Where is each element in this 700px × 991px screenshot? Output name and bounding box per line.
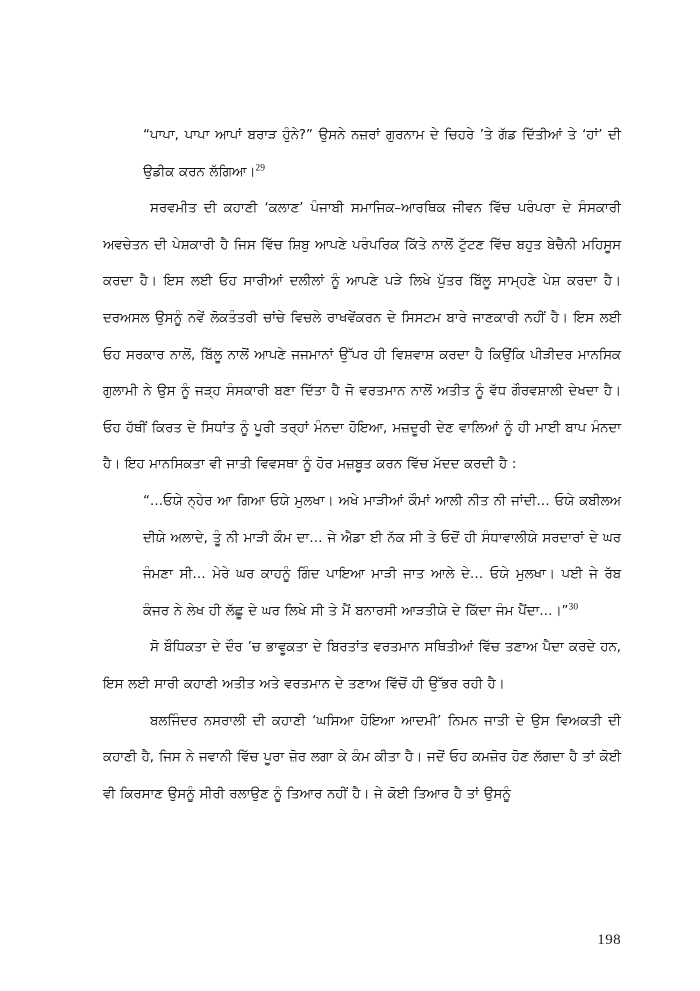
block-quote-1 [143, 118, 621, 191]
block-quote-1-text: “ਪਾਪਾ, ਪਾਪਾ ਆਪਾਂ ਬਰਾੜ ਹੁੰਨੇ?” ਉਸਨੇ ਨਜ਼ਰਾਂ ਗੁਰਨਾਮ ਦੇ ਚਿਹਰੇ ’ਤੇ ਗੱਡ ਦਿੱਤੀਆਂ ਤੇ ‘ਹਾਂ’ ਦੀ ਉਡੀਕ ਕਰਨ ਲੱਗਿਆ। [143, 128, 621, 180]
footnote-marker-29[interactable]: 29 [255, 163, 266, 174]
page-number: 198 [597, 932, 621, 948]
paragraph-1: ਸਰਵਮੀਤ ਦੀ ਕਹਾਣੀ ‘ਕਲਾਣ’ ਪੰਜਾਬੀ ਸਮਾਜਿਕ–ਆਰਥਿਕ ਜੀਵਨ ਵਿੱਚ ਪਰੰਪਰਾ ਦੇ ਸੰਸਕਾਰੀ ਅਵਚੇਤਨ ਦੀ ਪੇਸ਼ਕਾਰੀ ਹੈ ਜਿਸ ਵਿੱਚ ਸ਼ਿਬੁ ਆਪਣੇ ਪਰੰਪਰਿਕ ਕਿੱਤੇ ਨਾਲੋਂ ਟੁੱਟਣ ਵਿੱਚ ਬਹੁਤ ਬੇਚੈਨੀ ਮਹਿਸੂਸ ਕਰਦਾ ਹੈ। ਇਸ ਲਈ ਓਹ ਸਾਰੀਆਂ ਦਲੀਲਾਂ ਨੂੰ ਆਪਣੇ ਪੜੇ ਲਿਖੇ ਪੁੱਤਰ ਬਿੱਲੂ ਸਾਮ੍ਹਣੇ ਪੇਸ਼ ਕਰਦਾ ਹੈ। ਦਰਅਸਲ ਉਸਨੂੰ ਨਵੇਂ ਲੋਕਤੰਤਰੀ ਚਾਂਚੇ ਵਿਚਲੇ ਰਾਖਵੇਂਕਰਨ ਦੇ ਸਿਸਟਮ ਬਾਰੇ ਜਾਣਕਾਰੀ ਨਹੀਂ ਹੈ। ਇਸ ਲਈ ਓਹ ਸਰਕਾਰ ਨਾਲੋਂ, ਬਿੱਲੂ ਨਾਲੋਂ ਆਪਣੇ ਜਜਮਾਨਾਂ ਉੱਪਰ ਹੀ ਵਿਸ਼ਵਾਸ਼ ਕਰਦਾ ਹੈ ਕਿਉਂਕਿ ਪੀੜੀਦਰ ਮਾਨਸਿਕ ਗੁਲਾਮੀ ਨੇ ਉਸ ਨੂੰ ਜੜ੍ਹ ਸੰਸਕਾਰੀ ਬਣਾ ਦਿੱਤਾ ਹੈ ਜੋ ਵਰਤਮਾਨ ਨਾਲੋਂ ਅਤੀਤ ਨੂੰ ਵੱਧ ਗੌਰਵਸ਼ਾਲੀ ਦੇਖਦਾ ਹੈ। ਓਹ ਹੱਥੀਂ ਕਿਰਤ ਦੇ ਸਿਧਾਂਤ ਨੂੰ ਪੂਰੀ ਤਰ੍ਹਾਂ ਮੰਨਦਾ ਹੋਇਆ, ਮਜ਼ਦੂਰੀ ਦੇਣ ਵਾਲਿਆਂ ਨੂੰ ਹੀ ਮਾਈ ਬਾਪ ਮੰਨਦਾ ਹੈ। ਇਹ ਮਾਨਸਿਕਤਾ ਵੀ ਜਾਤੀ ਵਿਵਸਥਾ ਨੂੰ ਹੋਰ ਮਜ਼ਬੂਤ ਕਰਨ ਵਿੱਚ ਮੱਦਦ ਕਰਦੀ ਹੈ : [103, 201, 621, 473]
block-quote-2-text: “…ਓਯੇ ਨ੍ਹੇਰ ਆ ਗਿਆ ਓਯੇ ਮੁਲਖਾ। ਅਖੇ ਮਾੜੀਆਂ ਕੌਮਾਂ ਆਲੀ ਨੀਤ ਨੀ ਜਾਂਦੀ… ਓਯੇ ਕਬੀਲਅ ਦੀਯੇ ਅਲਾਦੇ, ਤੂੰ ਨੀ ਮਾੜੀ ਕੌਮ ਦਾ… ਜੇ ਐਡਾ ਈ ਨੱਕ ਸੀ ਤੇ ਓਦੋਂ ਹੀ ਸੰਧਾਵਾਲੀਯੇ ਸਰਦਾਰਾਂ ਦੇ ਘਰ ਜੰਮਣਾ ਸੀ… ਮੇਰੇ ਘਰ ਕਾਹਨੂੰ ਗਿੰਦ ਪਾਇਆ ਮਾੜੀ ਜਾਤ ਆਲੇ ਦੇ… ਓਯੇ ਮੁਲਖਾ। ਪਈ ਜੇ ਰੱਬ ਕੰਜਰ ਨੇ ਲੇਖ ਹੀ ਲੱਛੂ ਦੇ ਘਰ ਲਿਖੇ ਸੀ ਤੇ ਮੈਂ ਬਨਾਰਸੀ ਆੜਤੀਯੇ ਦੇ ਕਿੱਦਾ ਜੰਮ ਪੈਂਦਾ…।” [143, 493, 621, 619]
block-quote-2 [143, 484, 621, 630]
footnote-marker-30[interactable]: 30 [568, 602, 579, 613]
paragraph-2: ਸੋ ਬੌਧਿਕਤਾ ਦੇ ਦੌਰ ’ਚ ਭਾਵੂਕਤਾ ਦੇ ਬਿਰਤਾਂਤ ਵਰਤਮਾਨ ਸਥਿਤੀਆਂ ਵਿੱਚ ਤਣਾਅ ਪੈਦਾ ਕਰਦੇ ਹਨ, ਇਸ ਲਈ ਸਾਰੀ ਕਹਾਣੀ ਅਤੀਤ ਅਤੇ ਵਰਤਮਾਨ ਦੇ ਤਣਾਅ ਵਿੱਚੋਂ ਹੀ ਉੱਭਰ ਰਹੀ ਹੈ। [103, 640, 621, 692]
paragraph-3: ਬਲਜਿੰਦਰ ਨਸਰਾਲੀ ਦੀ ਕਹਾਣੀ ‘ਘਸਿਆ ਹੋਇਆ ਆਦਮੀ’ ਨਿਮਨ ਜਾਤੀ ਦੇ ਉਸ ਵਿਅਕਤੀ ਦੀ ਕਹਾਣੀ ਹੈ, ਜਿਸ ਨੇ ਜਵਾਨੀ ਵਿੱਚ ਪੂਰਾ ਜ਼ੋਰ ਲਗਾ ਕੇ ਕੰਮ ਕੀਤਾ ਹੈ। ਜਦੋਂ ਓਹ ਕਮਜ਼ੋਰ ਹੋਣ ਲੱਗਦਾ ਹੈ ਤਾਂ ਕੋਈ ਵੀ ਕਿਰਸਾਣ ਉਸਨੂੰ ਸੀਰੀ ਰਲਾਉਣ ਨੂੰ ਤਿਆਰ ਨਹੀਂ ਹੈ। ਜੇ ਕੋਈ ਤਿਆਰ ਹੈ ਤਾਂ ਉਸਨੂੰ [103, 713, 621, 802]
page-text-column [103, 118, 621, 813]
